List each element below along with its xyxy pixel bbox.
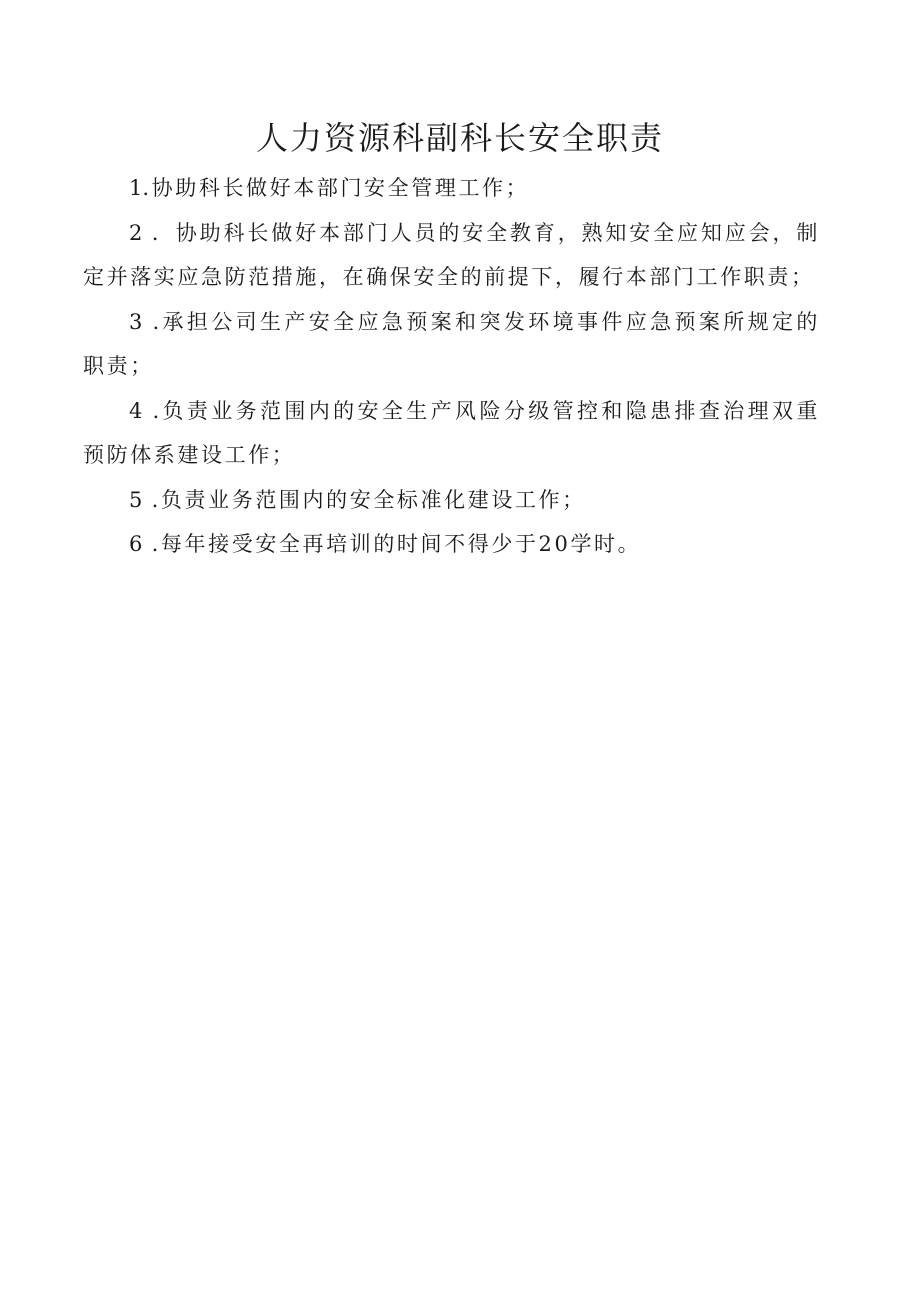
item-number: 1: [129, 176, 143, 200]
list-item: [83, 478, 820, 523]
list-item: [83, 300, 820, 389]
item-number: 6: [129, 532, 143, 556]
item-number: 4: [129, 398, 143, 423]
item-text: .负责业务范围内的安全标准化建设工作；: [151, 487, 586, 512]
item-number: 3: [129, 309, 143, 334]
list-item: [83, 211, 820, 300]
item-text: .每年接受安全再培训的时间不得少于20学时。: [151, 532, 642, 556]
list-item: [83, 166, 820, 211]
document-title: 人力资源科副科长安全职责: [255, 119, 664, 157]
item-text: ．协助科长做好本部门人员的安全教育，熟知安全应知应会，制定并落实应急防范措施，在确保安全的前提下，履行本部门工作职责；: [83, 220, 820, 289]
list-item: [83, 389, 820, 478]
item-number: 5: [129, 487, 143, 512]
item-number: 2: [129, 220, 143, 245]
item-text: .协助科长做好本部门安全管理工作；: [142, 176, 530, 200]
list-item: [83, 522, 820, 567]
item-text: .负责业务范围内的安全生产风险分级管控和隐患排查治理双重预防体系建设工作；: [83, 398, 820, 467]
duty-list: [83, 166, 820, 567]
item-text: .承担公司生产安全应急预案和突发环境事件应急预案所规定的职责；: [83, 309, 820, 378]
